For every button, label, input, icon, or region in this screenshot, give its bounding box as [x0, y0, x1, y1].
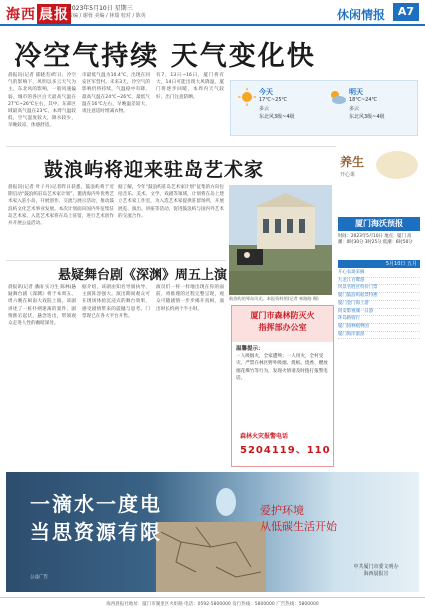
sidebar-section-title: 厦门海沃预报 [338, 217, 420, 231]
divider [6, 260, 226, 261]
story3-col2: 据介绍，该剧由知名导演执导，主演阵容强大。演出期间观众可在现场体验沉浸式的舞台效果，感受剧情带来的震撼与思考。门票现已在各大平台开售。 [82, 285, 150, 319]
sidebar-list-item[interactable]: 厦门鼓浪屿船票特惠 [338, 293, 420, 301]
sidebar-list-item[interactable]: 厦门海洋旅游 [338, 332, 420, 340]
logo-box: 晨报 [37, 4, 71, 24]
page-number: A7 [393, 3, 419, 21]
weather-today-wind: 东北风3级~4级 [259, 114, 295, 120]
gulangyu-photo [229, 185, 332, 295]
banner-line3: 爱护环境 [260, 504, 304, 517]
cracked-earth-image [156, 472, 266, 592]
sidebar-list-item[interactable]: 厦门金门海上游 [338, 301, 420, 309]
weather-box [230, 80, 418, 136]
issue-date: 2023年5月10日 星期三 [68, 5, 133, 12]
banner-sponsor1: 中共厦门市委文明办 [353, 564, 399, 570]
forest-heading: 温馨提示： [236, 346, 264, 352]
health-card-sub: 开心果 [340, 172, 356, 178]
building-photo-image [229, 185, 332, 295]
cloud-sun-icon [327, 87, 347, 107]
forest-fire-notice [231, 305, 334, 467]
lead-article-col2: 市最低气温为10.4℃，出现在同安区军营村。未来3天，冷空气的影响仍将持续，气温稳中有降，最高气温在24℃~26℃，最低气温在16℃左右，早晚温差较大，请注意适时增减衣物。 [82, 73, 150, 115]
sidebar-list-item[interactable]: 开心农场采摘 [338, 270, 420, 278]
story2-col2: 据了解，今年“鼓浪屿驻岛艺术家计划”征集的方向包括音乐、美术、文学、戏剧等领域，计划将在岛上建立艺术家工作室，为入选艺术家提供驻留场所，开展展览、演出、讲座等活动，促进鼓浪屿与国内外艺术的交流合作。 [118, 185, 224, 219]
weather-tomorrow-temp: 18℃~24℃ [349, 97, 378, 103]
sidebar-list-item[interactable]: 九龙江百鹭游 [338, 278, 420, 286]
story3-col1: 晨报讯(记者 潘雨 实习生 陈林)悬疑舞台剧《深渊》将于本周五、周六晚在闽南大戏院上演。该剧讲述了一桩扑朔迷离的案件，剧情跌宕起伏，悬念迭出，带领观众走进人性的幽暗深处。 [8, 285, 76, 327]
hotline-label: 森林火灾报警电话 [240, 433, 289, 440]
sidebar-date-bar: 5月10日 五月 [338, 260, 420, 268]
story3-col3: 演员们一样一样地出现在你的面前，将推理的过程完整呈现，观众可随剧情一步步揭开真相，演出时长约两个半小时。 [156, 285, 224, 312]
banner-sponsor2: 海西晨报宣 [363, 571, 389, 577]
weather-today-temp: 17℃~25℃ [259, 97, 288, 103]
health-card[interactable] [338, 147, 420, 187]
sun-icon [237, 87, 257, 107]
logo-text: 海西 [6, 7, 36, 23]
section-name: 休闲情报 [336, 8, 385, 22]
banner-line4: 从低碳生活开始 [260, 520, 337, 533]
story3-title[interactable]: 悬疑舞台剧《深渊》周五上演 [58, 268, 228, 283]
hotline-number[interactable]: 5204119、110 [240, 445, 331, 456]
forest-notice-body [236, 346, 331, 382]
tide-info: 时间：2023年5月10日 地点：厦门 高潮：0时30分 3时25分 低潮：6时50分 [338, 234, 413, 246]
weather-tomorrow-title: 明天 [349, 88, 363, 96]
forest-title-line2: 指挥部办公室 [258, 323, 307, 332]
forest-notice-header [232, 306, 333, 342]
weather-tomorrow-sky: 多云 [349, 106, 360, 112]
banner-credit: 公益广告 [30, 575, 48, 580]
sidebar-list-item[interactable]: 环岛路骑行 [338, 316, 420, 324]
page-header [0, 0, 425, 26]
issue-meta: 责编 / 谢蓉 美编 / 林瑞 校对 / 陈英 [68, 13, 146, 19]
divider [6, 146, 336, 147]
forest-body-text: 一人吸烟火，全家遭殃；一人用火，全村受灾。严禁在林区野外吸烟、烧纸、烧香、燃放烟花爆竹等行为，发现火情请及时拨打报警电话。 [236, 354, 328, 381]
page-footer: 海西晨报社地址：厦门市湖里区火炬路 电话：0592-5800000 发行热线：5800000 广告热线：5800000 [0, 597, 425, 611]
sidebar-list-item[interactable]: 厦门园林植物园 [338, 324, 420, 332]
public-service-banner [6, 472, 419, 592]
forest-notice-title [232, 310, 333, 334]
weather-today-sky: 多云 [259, 106, 270, 112]
health-card-title: 养生 [340, 155, 365, 169]
sidebar-list-item[interactable]: 风景名胜区特价门票 [338, 285, 420, 293]
main-headline[interactable]: 冷空气持续 天气变化快 [14, 41, 316, 72]
banner-line1: 一滴水一度电 [30, 492, 162, 516]
lead-article-col1: 晨报讯(记者 郁晓杰)昨日，冷空气的影响下，风明以多云天气为主，东北风的影响，一般风速偏弱，城市的各区白天最高气温在27℃~26℃左右，其中，东部区域最高气温在23℃，本周气温较低，空气湿度较大，降水较少，早晚较凉，体感舒适。 [8, 73, 76, 129]
forest-title-line1: 厦门市森林防灭火 [250, 311, 315, 320]
lead-article-col3: 有7，13日~16日，厦门将有大，14日可能出现大风降温，厦门将逐步回暖，本周内天气较好，出门注意防晒。 [156, 73, 224, 100]
story2-title[interactable]: 鼓浪屿将迎来驻岛艺术家 [44, 159, 265, 181]
banner-line2: 当思资源有限 [30, 520, 162, 544]
sidebar-list [338, 270, 420, 339]
newspaper-logo[interactable] [6, 4, 71, 24]
photo-caption: 鼓浪屿的琴岛风光。本报资料图(记者 林路路 摄) [229, 296, 319, 301]
weather-tomorrow-wind: 东北风3级~4级 [349, 114, 385, 120]
story2-col1: 晨报讯(记者 叶子丹)记者昨日获悉，鼓浪屿将于近期启动“鼓浪屿驻岛艺术家计划”，邀请海内外优秀艺术家入驻小岛，开展创作、交流与展示活动，推动鼓浪屿文化艺术事业发展。本次计划面向国内外征集驻岛艺术家，入选艺术家将在岛上驻留，进行艺术创作并开展公益活动。 [8, 185, 114, 227]
banner-sponsor [336, 564, 416, 578]
sidebar-list-item[interactable]: 同安影视城一日游 [338, 309, 420, 317]
weather-today-title: 今天 [259, 88, 273, 96]
pistachio-image [376, 151, 418, 179]
